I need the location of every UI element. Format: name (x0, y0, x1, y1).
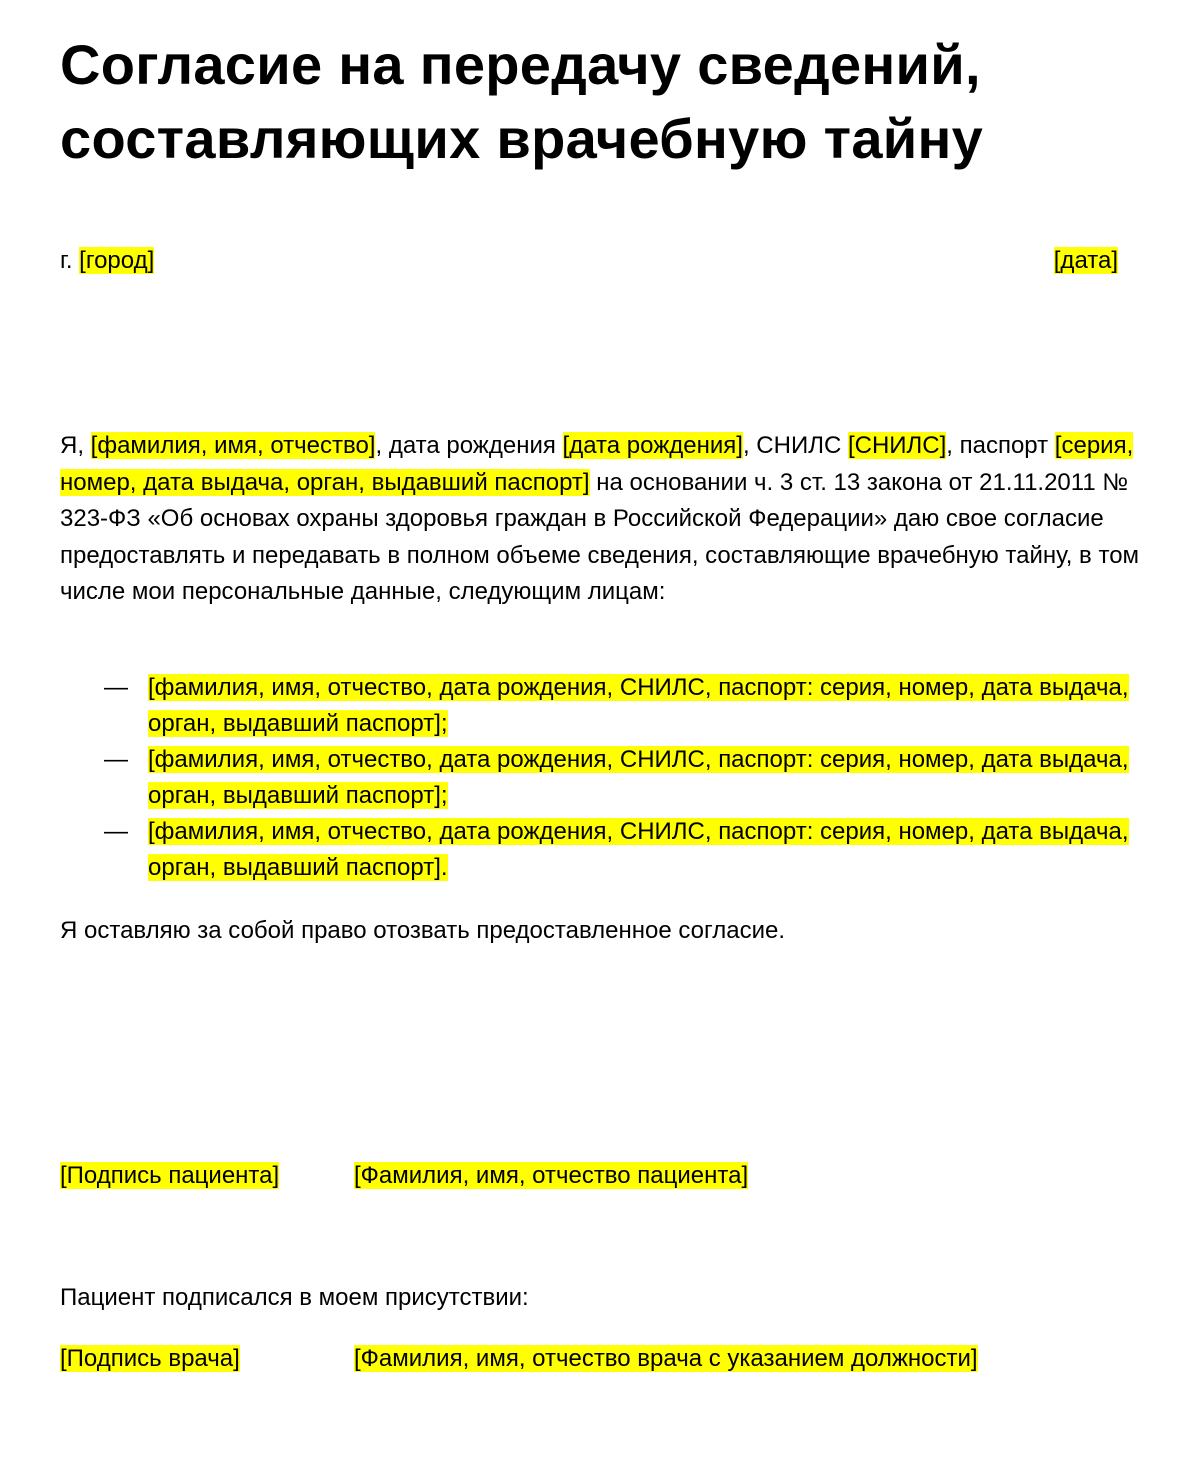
date-line (1054, 243, 1118, 279)
intro-text-4: , паспорт (946, 432, 1055, 459)
date-placeholder: [дата] (1053, 247, 1118, 274)
intro-text-1: Я, (60, 432, 91, 459)
doctor-signature-placeholder: [Подпись врача] (60, 1345, 240, 1372)
recipient-placeholder (148, 674, 1129, 737)
title-line-1: Согласие на передачу сведений, (60, 33, 981, 96)
recipients-list (104, 670, 1144, 886)
city-placeholder: [город] (79, 247, 155, 274)
patient-name-line (354, 1158, 748, 1194)
birth-date-placeholder: [дата рождения] (562, 432, 743, 459)
passport-placeholder: [серия, номер, дата выдача, орган, выдавший паспорт] (60, 432, 1134, 496)
snils-placeholder: [СНИЛС] (847, 432, 947, 459)
recipient-tail: ; (440, 710, 448, 737)
title-line-2: составляющих врачебную тайну (60, 107, 984, 170)
consent-paragraph (60, 428, 1160, 611)
doctor-name-line (354, 1341, 978, 1377)
intro-text-5: на основании ч. 3 ст. 13 закона от 21.11.2011 № 323-ФЗ «Об основах охраны здоровья граждан в Российской Федерации» даю свое согласие предоставлять и передавать в полном объеме сведения, составляющие врачебную тайну, в том числе мои персональные данные, следующим лицам: (60, 468, 1140, 605)
list-dash: — (104, 746, 128, 773)
list-dash: — (104, 818, 128, 845)
doctor-signature-line (60, 1341, 240, 1377)
intro-text-3: , СНИЛС (742, 432, 848, 459)
recipient-placeholder (148, 746, 1129, 809)
list-item (104, 670, 1144, 742)
patient-signature-placeholder: [Подпись пациента] (60, 1162, 280, 1189)
recipient-text: [фамилия, имя, отчество, дата рождения, СНИЛС, паспорт: серия, номер, дата выдача, орган, выдавший паспорт] (148, 746, 1129, 809)
patient-name-placeholder: [Фамилия, имя, отчество пациента] (354, 1162, 749, 1189)
list-dash: — (104, 674, 128, 701)
recipient-tail: . (440, 854, 448, 881)
list-item (104, 742, 1144, 814)
list-item (104, 814, 1144, 886)
recipient-text: [фамилия, имя, отчество, дата рождения, СНИЛС, паспорт: серия, номер, дата выдача, орган, выдавший паспорт] (148, 674, 1129, 737)
fio-placeholder: [фамилия, имя, отчество] (90, 432, 376, 459)
city-line (60, 243, 154, 279)
revoke-note: Я оставляю за собой право отозвать предоставленное согласие. (60, 917, 785, 944)
recipient-placeholder (148, 818, 1129, 881)
doctor-name-placeholder: [Фамилия, имя, отчество врача с указанием должности] (354, 1345, 978, 1372)
recipient-text: [фамилия, имя, отчество, дата рождения, СНИЛС, паспорт: серия, номер, дата выдача, орган, выдавший паспорт] (148, 818, 1129, 881)
recipient-tail: ; (440, 782, 448, 809)
patient-signature-line (60, 1158, 279, 1194)
witness-note: Пациент подписался в моем присутствии: (60, 1284, 529, 1311)
city-prefix: г. (60, 247, 80, 274)
intro-text-2: , дата рождения (375, 432, 563, 459)
document-title (60, 28, 1160, 176)
